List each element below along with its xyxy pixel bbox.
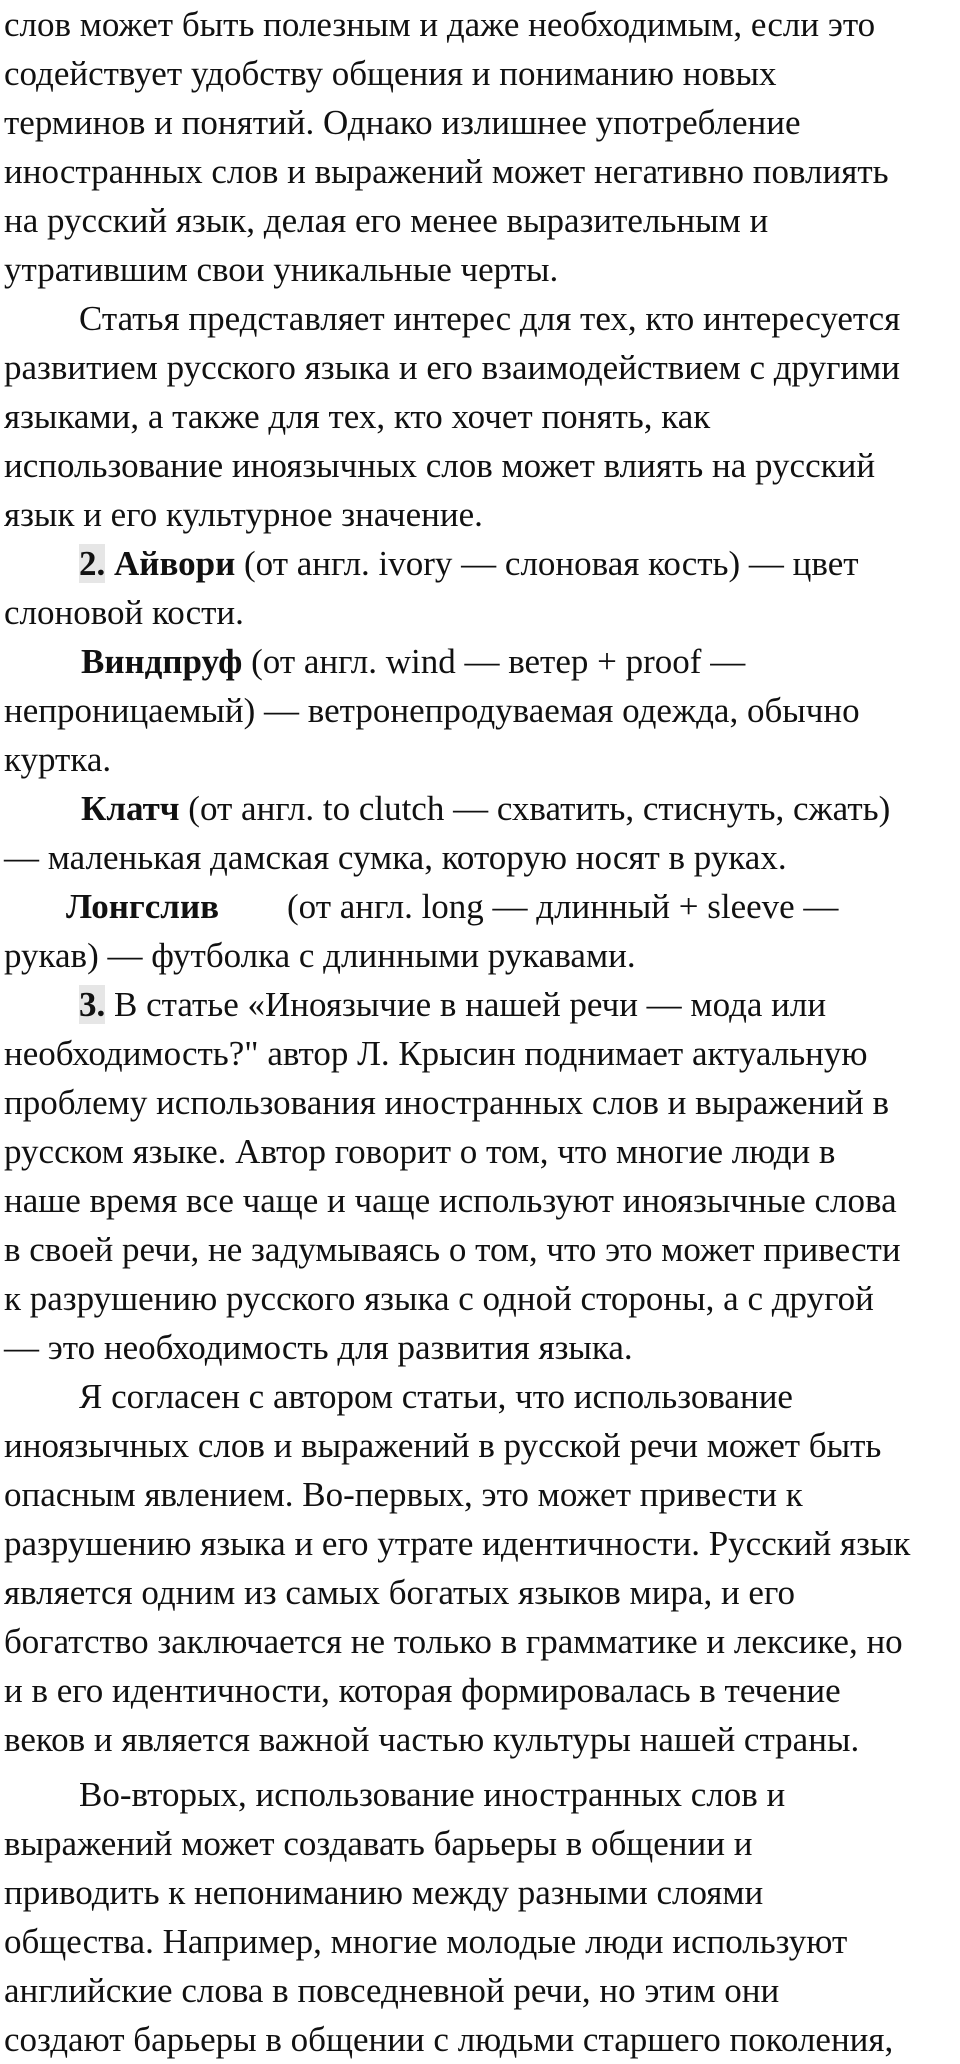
text-line: и в его идентичности, которая формировалась в течение: [4, 1671, 841, 1710]
text-line: создают барьеры в общении с людьми старшего поколения,: [4, 2020, 894, 2059]
text-line: на русский язык, делая его менее выразительным и: [4, 201, 769, 240]
text-line: к разрушению русского языка с одной стороны, а с другой: [4, 1279, 874, 1318]
text-line: — маленькая дамская сумка, которую носят в руках.: [4, 838, 787, 877]
term-definition: (от англ. wind — ветер + proof —: [242, 642, 746, 681]
essay-line-text: В статье «Иноязычие в нашей речи — мода или: [105, 985, 827, 1024]
text-line: необходимость?" автор Л. Крысин поднимает актуальную: [4, 1034, 868, 1073]
text-line: [4, 637, 956, 686]
text-line: утратившим свои уникальные черты.: [4, 250, 559, 289]
text-line: Я согласен с автором статьи, что использование: [79, 1377, 793, 1416]
term-definition: (от англ. ivory — слоновая кость) — цвет: [235, 544, 859, 583]
text-line: разрушению языка и его утрате идентичности. Русский язык: [4, 1524, 911, 1563]
text-line: является одним из самых богатых языков мира, и его: [4, 1573, 795, 1612]
text-line: слоновой кости.: [4, 593, 244, 632]
text-line: веков и является важной частью культуры нашей страны.: [4, 1720, 860, 1759]
text-line: содействует удобству общения и пониманию новых: [4, 54, 777, 93]
text-line: иноязычных слов и выражений в русской речи может быть: [4, 1426, 882, 1465]
text-line: терминов и понятий. Однако излишнее употребление: [4, 103, 801, 142]
document-page: [4, 0, 956, 2064]
section-number: 3.: [79, 985, 106, 1024]
text-line: английские слова в повседневной речи, но этим они: [4, 1971, 780, 2010]
text-line: выражений может создавать барьеры в общении и: [4, 1824, 753, 1863]
text-line: проблему использования иностранных слов и выражений в: [4, 1083, 889, 1122]
term-definition: (от англ. long — длинный + sleeve —: [287, 887, 839, 926]
text-line: опасным явлением. Во-первых, это может привести к: [4, 1475, 803, 1514]
text-line: [4, 784, 956, 833]
essay-paragraph-agreement: [4, 1372, 956, 1764]
text-line: развитием русского языка и его взаимодействием с другими: [4, 348, 901, 387]
essay-paragraph-intro: [4, 980, 956, 1372]
term-entry-windproof: [4, 637, 956, 784]
term-word: Виндпруф: [81, 642, 243, 681]
text-line: куртка.: [4, 740, 112, 779]
term-entry-longsleeve: [4, 882, 956, 980]
text-line: в своей речи, не задумываясь о том, что это может привести: [4, 1230, 901, 1269]
text-line: [4, 980, 956, 1029]
term-entry-ivory: [4, 539, 956, 637]
text-line: богатство заключается не только в грамматике и лексике, но: [4, 1622, 903, 1661]
text-line: [4, 539, 956, 588]
text-line: приводить к непониманию между разными слоями: [4, 1873, 764, 1912]
term-space: [105, 544, 114, 583]
term-word: Лонгслив: [66, 887, 220, 926]
essay-paragraph-secondly: [4, 1770, 956, 2064]
text-line: языками, а также для тех, кто хочет понять, как: [4, 397, 711, 436]
term-entry-clutch: [4, 784, 956, 882]
text-line: [4, 882, 956, 931]
text-line: язык и его культурное значение.: [4, 495, 483, 534]
section-number: 2.: [79, 544, 106, 583]
text-line: наше время все чаще и чаще используют иноязычные слова: [4, 1181, 897, 1220]
text-line: иностранных слов и выражений может негативно повлиять: [4, 152, 889, 191]
text-line: Во-вторых, использование иностранных слов и: [79, 1775, 786, 1814]
term-word: Айвори: [114, 544, 236, 583]
text-line: Статья представляет интерес для тех, кто интересуется: [79, 299, 901, 338]
term-definition: (от англ. to clutch — схватить, стиснуть, сжать): [179, 789, 891, 828]
text-line: непроницаемый) — ветронепродуваемая одежда, обычно: [4, 691, 860, 730]
text-line: русском языке. Автор говорит о том, что многие люди в: [4, 1132, 836, 1171]
text-line: рукав) — футболка с длинными рукавами.: [4, 936, 636, 975]
paragraph-article-interest: [4, 294, 956, 539]
text-line: слов может быть полезным и даже необходимым, если это: [4, 5, 876, 44]
text-line: — это необходимость для развития языка.: [4, 1328, 633, 1367]
paragraph-intro-continuation: [4, 0, 956, 294]
text-line: общества. Например, многие молодые люди используют: [4, 1922, 848, 1961]
term-word: Клатч: [81, 789, 180, 828]
text-line: использование иноязычных слов может влиять на русский: [4, 446, 876, 485]
